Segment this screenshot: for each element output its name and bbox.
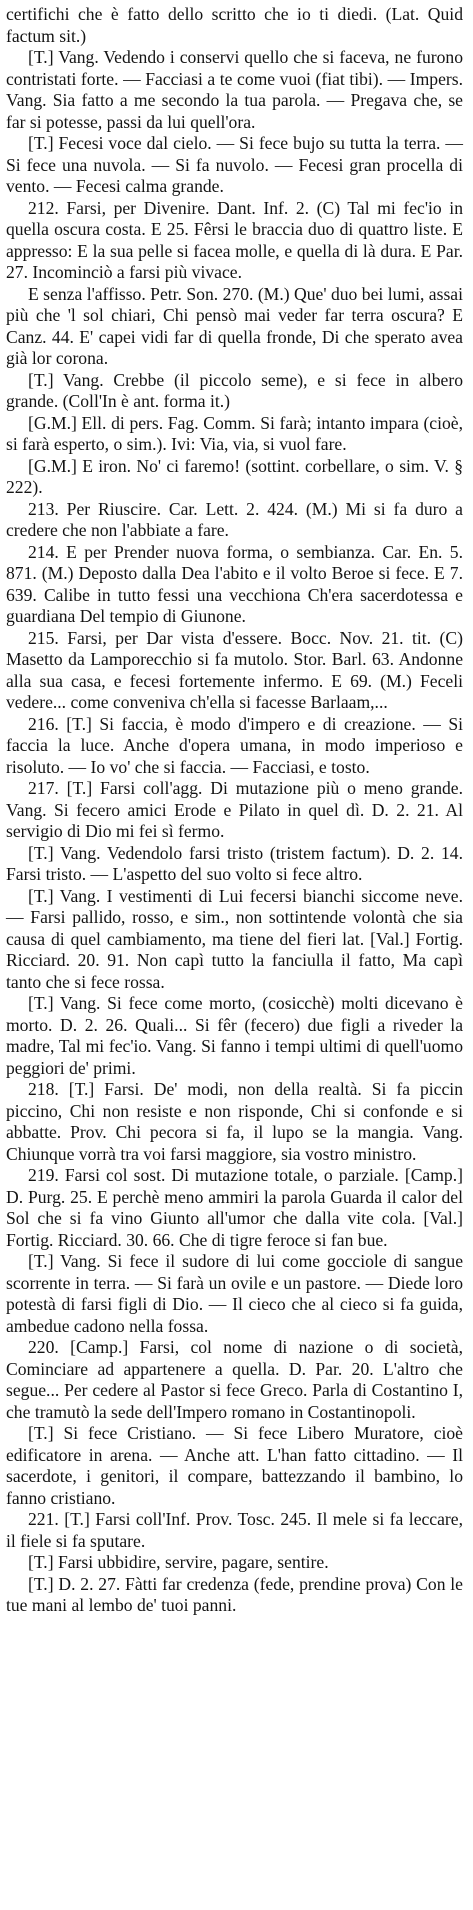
- entry-paragraph: certifichi che è fatto dello scritto che io ti diedi. (Lat. Quid factum sit.): [6, 4, 463, 46]
- entry-paragraph: [T.] Vang. I vestimenti di Lui fecersi bianchi siccome neve. — Farsi pallido, rosso, e sim., non sottintende volontà che sia causa di quel cambiamento, ma tiene del fieri lat. [Val.] Fortig. Ricciard. 20. 91. Non capì tutto la fanciulla il fatto, Ma capì tanto che si fece rossa.: [6, 885, 463, 992]
- entry-paragraph: 212. Farsi, per Divenire. Dant. Inf. 2. (C) Tal mi fec'io in quella oscura costa. E 25. Fêrsi le braccia duo di quattro liste. E appresso: E la sua pelle si facea molle, e quella di là dura. E Par. 27. Incominciò a farsi più vivace.: [6, 197, 463, 282]
- entry-paragraph: [T.] Si fece Cristiano. — Si fece Libero Muratore, cioè edificatore in arena. — Anche att. L'han fatto cittadino. — Il sacerdote, i genitori, il compare, battezzando il bambino, lo fanno cristiano.: [6, 1423, 463, 1508]
- entry-paragraph: [T.] Vang. Si fece il sudore di lui come gocciole di sangue scorrente in terra. — Si farà un ovile e un pastore. — Diede loro potestà di farsi figli di Dio. — Il cieco che al cieco si fa guida, ambedue cadono nella fossa.: [6, 1251, 463, 1336]
- entry-paragraph: [T.] Farsi ubbidire, servire, pagare, sentire.: [28, 1552, 329, 1572]
- entry-paragraph: [T.] D. 2. 27. Fàtti far credenza (fede, prendine prova) Con le tue mani al lembo de' tuoi panni.: [6, 1573, 463, 1615]
- entry-paragraph: E senza l'affisso. Petr. Son. 270. (M.) Que' duo bei lumi, assai più che 'l sol chiari, Chi pensò mai veder far terra oscura? E Canz. 44. E' capei vidi far di quella fronde, Di che sperato avea già lor corona.: [6, 283, 463, 368]
- entry-paragraph: 216. [T.] Si faccia, è modo d'impero e di creazione. — Si faccia la luce. Anche d'opera umana, in modo imperioso e risoluto. — Io vo' che si faccia. — Facciasi, e tosto.: [6, 713, 463, 777]
- entry-paragraph: [T.] Vang. Si fece come morto, (cosicchè) molti dicevano è morto. D. 2. 26. Quali... Si fêr (fecero) due figli a riveder la madre, Tal mi fec'io. Vang. Si fanno i tempi ultimi di quell'uomo peggiori de' primi.: [6, 993, 463, 1078]
- entry-paragraph: 217. [T.] Farsi coll'agg. Di mutazione più o meno grande. Vang. Si fecero amici Erode e Pilato in quel dì. D. 2. 21. Al servigio di Dio mi fei sì fermo.: [6, 778, 463, 841]
- text-column: [6, 4, 463, 1617]
- entry-paragraph: 221. [T.] Farsi coll'Inf. Prov. Tosc. 245. Il mele si fa leccare, il fiele si fa sputare.: [6, 1509, 463, 1551]
- entry-paragraph: 219. Farsi col sost. Di mutazione totale, o parziale. [Camp.] D. Purg. 25. E perchè meno ammiri la parola Guarda il calor del Sol che si fa vino Giunto all'umor che dalla vite cola. [Val.] Fortig. Ricciard. 30. 66. Che di tigre feroce si fan bue.: [6, 1165, 463, 1250]
- entry-paragraph: 215. Farsi, per Dar vista d'essere. Bocc. Nov. 21. tit. (C) Masetto da Lamporecchio si fa mutolo. Stor. Barl. 63. Andonne alla sua casa, e fecesi fortemente infermo. E 69. (M.) Feceli vedere... come conveniva ch'ella si facesse Barlaam,...: [6, 627, 463, 712]
- entry-paragraph: [G.M.] E iron. No' ci faremo! (sottint. corbellare, o sim. V. § 222).: [6, 455, 463, 497]
- entry-paragraph: [T.] Vang. Crebbe (il piccolo seme), e si fece in albero grande. (Coll'In è ant. forma it.): [6, 369, 463, 411]
- entry-paragraph: 213. Per Riuscire. Car. Lett. 2. 424. (M.) Mi si fa duro a credere che non l'abbiate a fare.: [6, 498, 463, 540]
- entry-paragraph: 220. [Camp.] Farsi, col nome di nazione o di società, Cominciare ad appartenere a quella. D. Par. 20. L'altro che segue... Per cedere al Pastor si fece Greco. Parla di Costantino I, che tramutò la sede dell'Impero romano in Costantinopoli.: [6, 1337, 463, 1422]
- entry-paragraph: [T.] Fecesi voce dal cielo. — Si fece bujo su tutta la terra. — Si fece una nuvola. — Si fa nuvolo. — Fecesi gran procella di vento. — Fecesi calma grande.: [6, 133, 463, 196]
- entry-paragraph: 214. E per Prender nuova forma, o sembianza. Car. En. 5. 871. (M.) Deposto dalla Dea l'abito e il volto Beroe si fece. E 7. 639. Calibe in tutto fessi una vecchiona Ch'era sacerdotessa e guardiana Del tempio di Giunone.: [6, 541, 463, 626]
- entry-paragraph: 218. [T.] Farsi. De' modi, non della realtà. Si fa piccin piccino, Chi non resiste e non risponde, Chi si confonde e si abbatte. Prov. Chi pecora si fa, il lupo se la mangia. Vang. Chiunque vorrà tra voi farsi maggiore, sia vostro ministro.: [6, 1079, 463, 1164]
- entry-paragraph: [T.] Vang. Vedendolo farsi tristo (tristem factum). D. 2. 14. Farsi tristo. — L'aspetto del suo volto si fece altro.: [6, 842, 463, 884]
- entry-paragraph: [T.] Vang. Vedendo i conservi quello che si faceva, ne furono contristati forte. — Facciasi a te come vuoi (fiat tibi). — Impers. Vang. Sia fatto a me secondo la tua parola. — Pregava che, se far si potesse, passi da lui quell'ora.: [6, 47, 463, 132]
- entry-paragraph: [G.M.] Ell. di pers. Fag. Comm. Si farà; intanto impara (cioè, si farà esperto, o sim.). Ivi: Via, via, si vuol fare.: [6, 412, 463, 454]
